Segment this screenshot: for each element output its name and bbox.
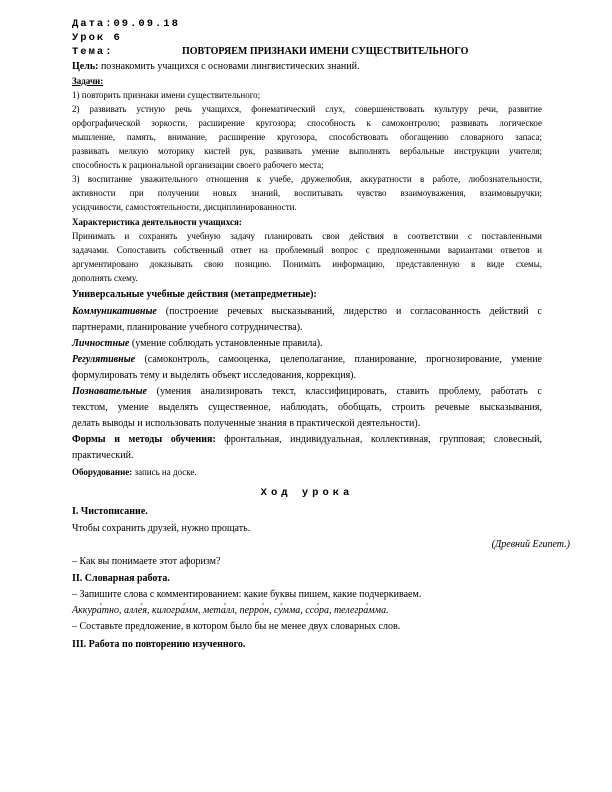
task-line: активности при получении новых знаний, воспитывать чувство взаимоуважения, взаимовыручки; — [72, 188, 542, 198]
communicative-line — [72, 306, 542, 318]
activity-line: Принимать и сохранять учебную задачу планировать свои действия в соответствии с поставленными — [72, 231, 542, 241]
topic-label: Тема: — [72, 46, 114, 58]
cognitive-line — [72, 386, 542, 398]
activity-label: Характеристика деятельности учащихся: — [72, 217, 242, 227]
forms-line-2: практический. — [72, 450, 134, 461]
task-line: 3) воспитание уважительного отношения к учебе, дружелюбия, аккуратности в работе, любознательности, — [72, 174, 542, 184]
uud-label: Универсальные учебные действия (метапредметные): — [72, 289, 317, 300]
goal-label: Цель: — [72, 61, 99, 72]
cognitive-line-3: делать выводы и использовать полученные знания в практической деятельности). — [72, 418, 421, 429]
cognitive-line-2: текстом, умение выделять существенное, наблюдать, обобщать, строить речевые высказывания, — [72, 402, 542, 413]
task-line: мышление, память, внимание, расширение кругозора, способствовать обогащению словарного запаса; — [72, 132, 542, 142]
personal-text: (умение соблюдать установленные правила). — [129, 338, 323, 349]
lesson-number: Урок 6 — [72, 32, 122, 44]
personal-label: Личностные — [72, 338, 130, 349]
task-line: способность к рациональной организации своего рабочего места; — [72, 160, 324, 170]
task-line: развивать мелкую моторику кистей рук, развивать умение выполнять вербальные инструкции учителя; — [72, 146, 542, 156]
task-line: 2) развивать устную речь учащихся, фонематический слух, совершенствовать культуру речи, развитие — [72, 104, 542, 114]
regulative-line — [72, 354, 542, 366]
forms-line — [72, 434, 542, 446]
regulative-line-2: формулировать тему и выделять объект исследования, коррекция). — [72, 370, 357, 381]
regulative-label: Регулятивные — [72, 354, 136, 365]
activity-line: аргументировано доказывать свою позицию. Понимать информацию, представленную в виде схемы, — [72, 259, 542, 269]
cognitive-text: (умения анализировать текст, классифицировать, ставить проблему, работать с — [146, 386, 542, 397]
proverb-question: – Как вы понимаете этот афоризм? — [72, 556, 221, 567]
task-line: 1) повторить признаки имени существительного; — [72, 90, 261, 100]
forms-text: фронтальная, индивидуальная, коллективная, групповая; словесный, — [215, 434, 542, 445]
lesson-flow-title: Ход урока — [260, 487, 354, 499]
communicative-line-2: партнерами, планирование учебного сотрудничества). — [72, 322, 303, 333]
lesson-topic: ПОВТОРЯЕМ ПРИЗНАКИ ИМЕНИ СУЩЕСТВИТЕЛЬНОГО — [182, 46, 469, 57]
communicative-label: Коммуникативные — [72, 306, 157, 317]
regulative-text: (самоконтроль, самооценка, целеполагание, планирование, прогнозирование, умение — [135, 354, 542, 365]
communicative-text: (построение речевых высказываний, лидерство и согласованность действий с — [156, 306, 542, 317]
goal-line — [72, 61, 359, 73]
activity-line: задачами. Сопоставить собственный ответ на проблемный вопрос с предложенными вариантами ответов и — [72, 245, 542, 255]
tasks-label: Задачи: — [72, 76, 104, 86]
equipment-line — [72, 467, 197, 478]
goal-text: познакомить учащихся с основами лингвистических знаний. — [98, 61, 360, 72]
forms-label: Формы и методы обучения: — [72, 434, 216, 445]
section-2-title: II. Словарная работа. — [72, 573, 170, 584]
task-line: орфографической зоркости, расширение кругозора; способность к самоконтролю; развивать логическое — [72, 118, 542, 128]
proverb-text: Чтобы сохранить друзей, нужно прощать. — [72, 523, 251, 534]
task-line: усидчивости, самостоятельности, дисциплинированности. — [72, 202, 297, 212]
vocabulary-task: – Составьте предложение, в котором было бы не менее двух словарных слов. — [72, 621, 401, 632]
equipment-text: запись на доске. — [132, 467, 197, 477]
section-3-title: III. Работа по повторению изученного. — [72, 639, 246, 650]
cognitive-label: Познавательные — [72, 386, 147, 397]
vocabulary-words: Аккура́тно, алле́я, килогра́мм, мета́лл, перро́н, су́мма, ссо́ра, телегра́мма. — [72, 605, 389, 616]
proverb-source: (Древний Египет.) — [491, 539, 570, 550]
section-1-title: I. Чистописание. — [72, 506, 148, 517]
activity-line: дополнять схему. — [72, 273, 138, 283]
equipment-label: Оборудование: — [72, 467, 133, 477]
lesson-date: Дата:09.09.18 — [72, 18, 180, 30]
personal-line — [72, 338, 323, 350]
vocabulary-instruction: – Запишите слова с комментированием: какие буквы пишем, какие подчеркиваем. — [72, 589, 422, 600]
